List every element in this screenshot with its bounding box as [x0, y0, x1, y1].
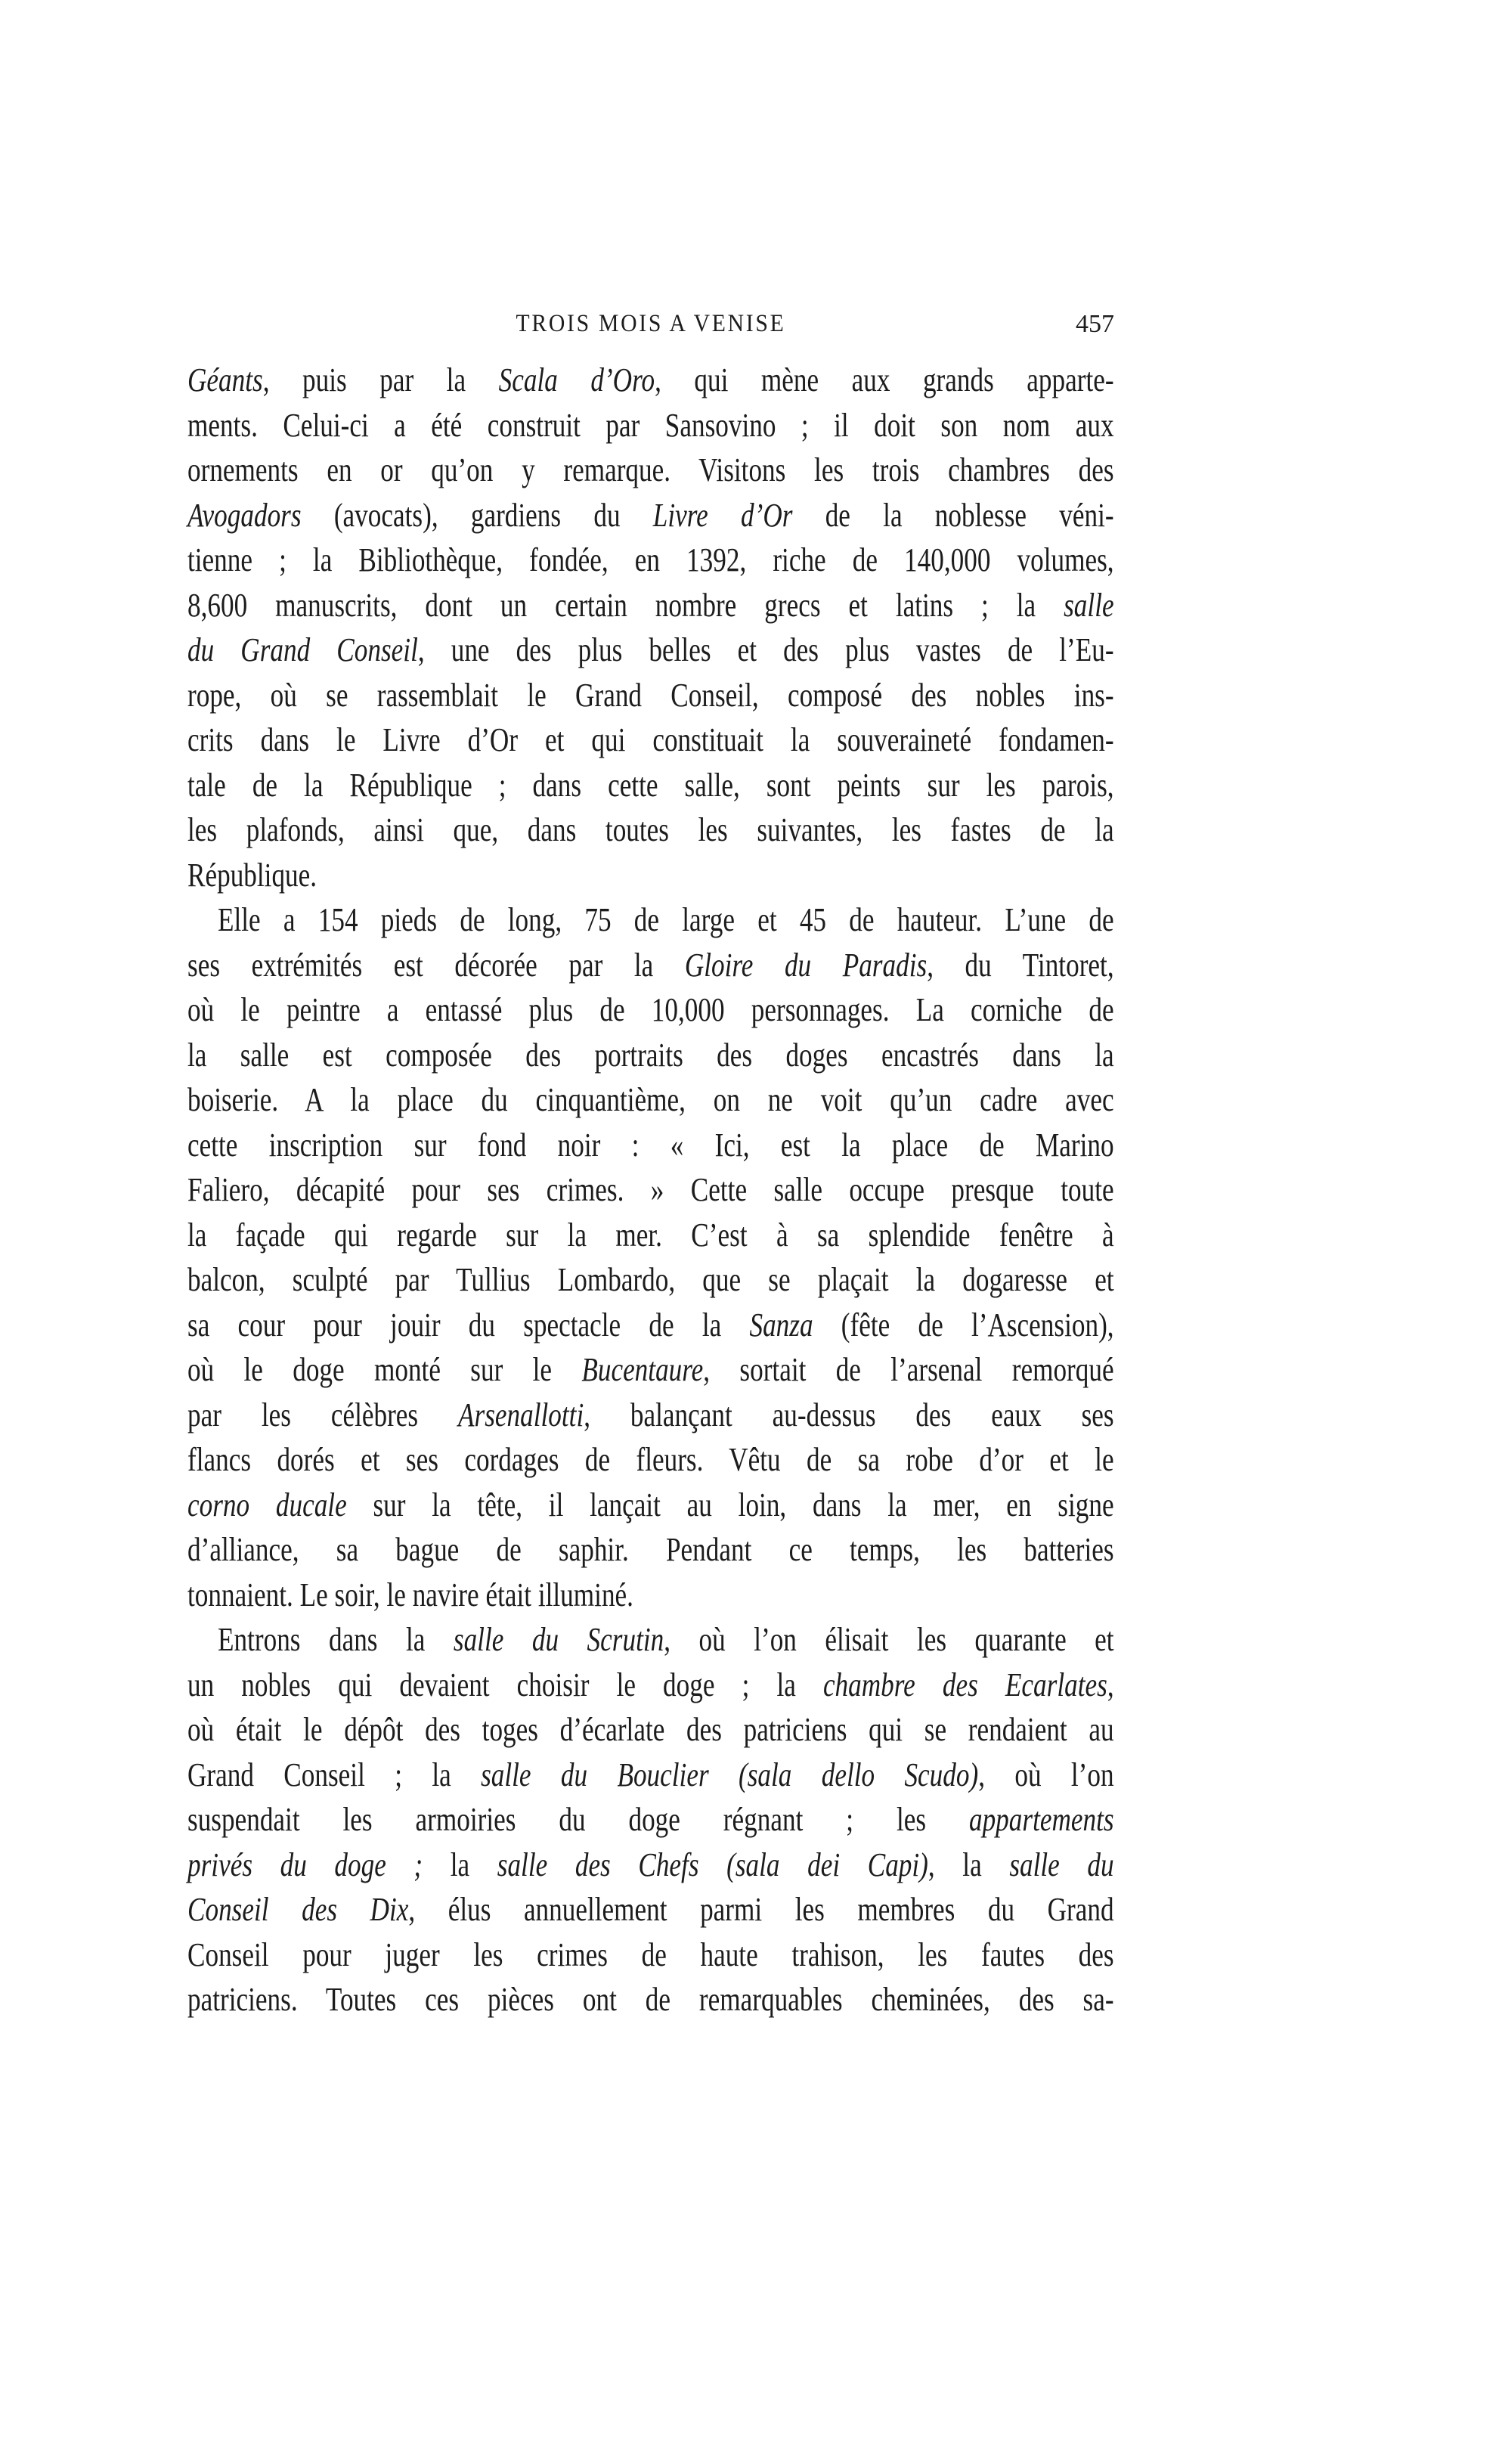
text-span: rope, où se rassemblait le Grand Conseil, composé des nobles ins-: [187, 676, 1114, 714]
text-span: boiserie. A la place du cinquantième, on ne voit qu’un cadre avec: [187, 1081, 1114, 1118]
text-line: [187, 1257, 1114, 1303]
text-line: [187, 1753, 1114, 1798]
italic-text: Avogadors: [187, 496, 302, 534]
text-span: Grand Conseil ; la: [187, 1756, 482, 1793]
text-span: , du Tintoret,: [927, 946, 1114, 984]
text-span: un nobles qui devaient choisir le doge ; la: [187, 1666, 823, 1703]
italic-text: Bucentaure: [581, 1351, 704, 1388]
text-span: par les célèbres: [187, 1396, 459, 1433]
text-line: [187, 897, 1114, 943]
text-span: la salle est composée des portraits des doges encastrés dans la: [187, 1036, 1114, 1074]
italic-text: salle du: [1009, 1846, 1114, 1883]
text-line: [187, 987, 1114, 1033]
text-span: Conseil pour juger les crimes de haute trahison, les fautes des: [187, 1936, 1114, 1973]
italic-text: appartements: [968, 1801, 1114, 1838]
italic-text: salle: [1064, 586, 1114, 624]
text-span: , balançant au-dessus des eaux ses: [584, 1396, 1114, 1433]
text-span: , sortait de l’arsenal remorqué: [703, 1351, 1114, 1388]
text-line: [187, 493, 1114, 538]
text-line: [187, 807, 1114, 853]
text-line: [187, 718, 1114, 763]
text-line: [187, 1483, 1114, 1528]
text-span: , qui mène aux grands apparte-: [655, 361, 1114, 398]
text-line: [187, 1527, 1114, 1573]
text-line: [187, 1977, 1114, 2022]
text-line: [187, 1077, 1114, 1123]
text-span: la façade qui regarde sur la mer. C’est à sa splendide fenêtre à: [187, 1216, 1114, 1254]
text-line: [187, 538, 1114, 583]
italic-text: salle du Scrutin: [453, 1621, 664, 1658]
text-line: [187, 1797, 1114, 1843]
text-span: , puis par la: [262, 361, 499, 398]
italic-text: du Grand Conseil: [187, 631, 418, 668]
text-span: République.: [187, 856, 317, 894]
text-span: 8,600 manuscrits, dont un certain nombre grecs et latins ; la: [187, 586, 1064, 624]
text-span: , où l’on: [978, 1756, 1114, 1793]
text-span: , où l’on élisait les quarante et: [664, 1621, 1114, 1658]
text-line: [187, 583, 1114, 628]
text-span: les plafonds, ainsi que, dans toutes les suivantes, les fastes de la: [187, 811, 1114, 848]
text-span: où le doge monté sur le: [187, 1351, 582, 1388]
text-line: [187, 1843, 1114, 1888]
text-span: , élus annuellement parmi les membres du Grand: [408, 1891, 1114, 1928]
text-line: [187, 1663, 1114, 1708]
text-span: ses extrémités est décorée par la: [187, 946, 685, 984]
italic-text: Arsenallotti: [458, 1396, 584, 1433]
text-line: [187, 853, 1114, 898]
text-span: où le peintre a entassé plus de 10,000 personnages. La corniche de: [187, 991, 1114, 1028]
text-span: Entrons dans la: [218, 1621, 454, 1658]
text-span: Faliero, décapité pour ses crimes. » Cette salle occupe presque toute: [187, 1171, 1114, 1208]
text-span: d’alliance, sa bague de saphir. Pendant ce temps, les batteries: [187, 1531, 1114, 1568]
text-line: [187, 943, 1114, 988]
text-line: [187, 1167, 1114, 1213]
text-line: [187, 673, 1114, 718]
text-span: , une des plus belles et des plus vastes de l’Eu-: [417, 631, 1114, 668]
italic-text: Géants: [187, 361, 263, 398]
text-span: ornements en or qu’on y remarque. Visitons les trois chambres des: [187, 451, 1114, 488]
italic-text: Conseil des Dix: [187, 1891, 409, 1928]
italic-text: salle des Chefs (sala dei Capi): [497, 1846, 928, 1883]
text-span: ,: [1107, 1666, 1114, 1703]
text-span: Elle a 154 pieds de long, 75 de large et 45 de hauteur. L’une de: [218, 901, 1114, 938]
text-line: [187, 628, 1114, 673]
text-line: [187, 1573, 1114, 1618]
text-line: [187, 1437, 1114, 1483]
text-span: flancs dorés et ses cordages de fleurs. Vêtu de sa robe d’or et le: [187, 1441, 1114, 1478]
text-line: [187, 1393, 1114, 1438]
italic-text: corno ducale: [187, 1486, 347, 1523]
text-span: tale de la République ; dans cette salle, sont peints sur les parois,: [187, 766, 1114, 804]
text-line: [187, 1617, 1114, 1663]
text-line: [187, 1932, 1114, 1978]
text-span: (fête de l’Ascension),: [813, 1306, 1114, 1344]
text-span: tonnaient. Le soir, le navire était illuminé.: [187, 1576, 633, 1613]
text-line: [187, 403, 1114, 448]
text-span: cette inscription sur fond noir : « Ici, est la place de Marino: [187, 1126, 1114, 1164]
text-span: sa cour pour jouir du spectacle de la: [187, 1306, 750, 1344]
text-line: [187, 1123, 1114, 1168]
text-span: (avocats), gardiens du: [301, 496, 653, 534]
text-span: tienne ; la Bibliothèque, fondée, en 1392, riche de 140,000 volumes,: [187, 541, 1114, 578]
text-line: [187, 1303, 1114, 1348]
text-span: crits dans le Livre d’Or et qui constituait la souveraineté fondamen-: [187, 721, 1114, 758]
italic-text: salle du Bouclier (sala dello Scudo): [481, 1756, 979, 1793]
italic-text: Sanza: [749, 1306, 813, 1344]
text-span: la: [423, 1846, 497, 1883]
italic-text: Gloire du Paradis: [684, 946, 928, 984]
text-line: [187, 1347, 1114, 1393]
italic-text: privés du doge ;: [187, 1846, 423, 1883]
italic-text: Scala d’Oro: [498, 361, 655, 398]
italic-text: chambre des Ecarlates: [822, 1666, 1107, 1703]
text-line: [187, 1887, 1114, 1932]
text-span: , la: [928, 1846, 1010, 1883]
text-span: sur la tête, il lançait au loin, dans la mer, en signe: [346, 1486, 1114, 1523]
text-span: ments. Celui-ci a été construit par Sansovino ; il doit son nom aux: [187, 406, 1114, 444]
text-span: de la noblesse véni-: [792, 496, 1114, 534]
text-line: [187, 1213, 1114, 1258]
page-number: 457: [1076, 310, 1114, 338]
text-line: [187, 448, 1114, 493]
text-line: [187, 1033, 1114, 1078]
text-line: [187, 358, 1114, 403]
text-line: [187, 763, 1114, 808]
body-text: [187, 358, 1114, 2022]
text-span: suspendait les armoiries du doge régnant ; les: [187, 1801, 969, 1838]
text-span: où était le dépôt des toges d’écarlate des patriciens qui se rendaient au: [187, 1711, 1114, 1748]
text-span: balcon, sculpté par Tullius Lombardo, que se plaçait la dogaresse et: [187, 1261, 1114, 1298]
running-header: [187, 310, 1114, 348]
italic-text: Livre d’Or: [652, 496, 793, 534]
text-span: patriciens. Toutes ces pièces ont de remarquables cheminées, des sa-: [187, 1981, 1114, 2018]
running-title: TROIS MOIS A VENISE: [516, 310, 786, 337]
text-line: [187, 1707, 1114, 1753]
